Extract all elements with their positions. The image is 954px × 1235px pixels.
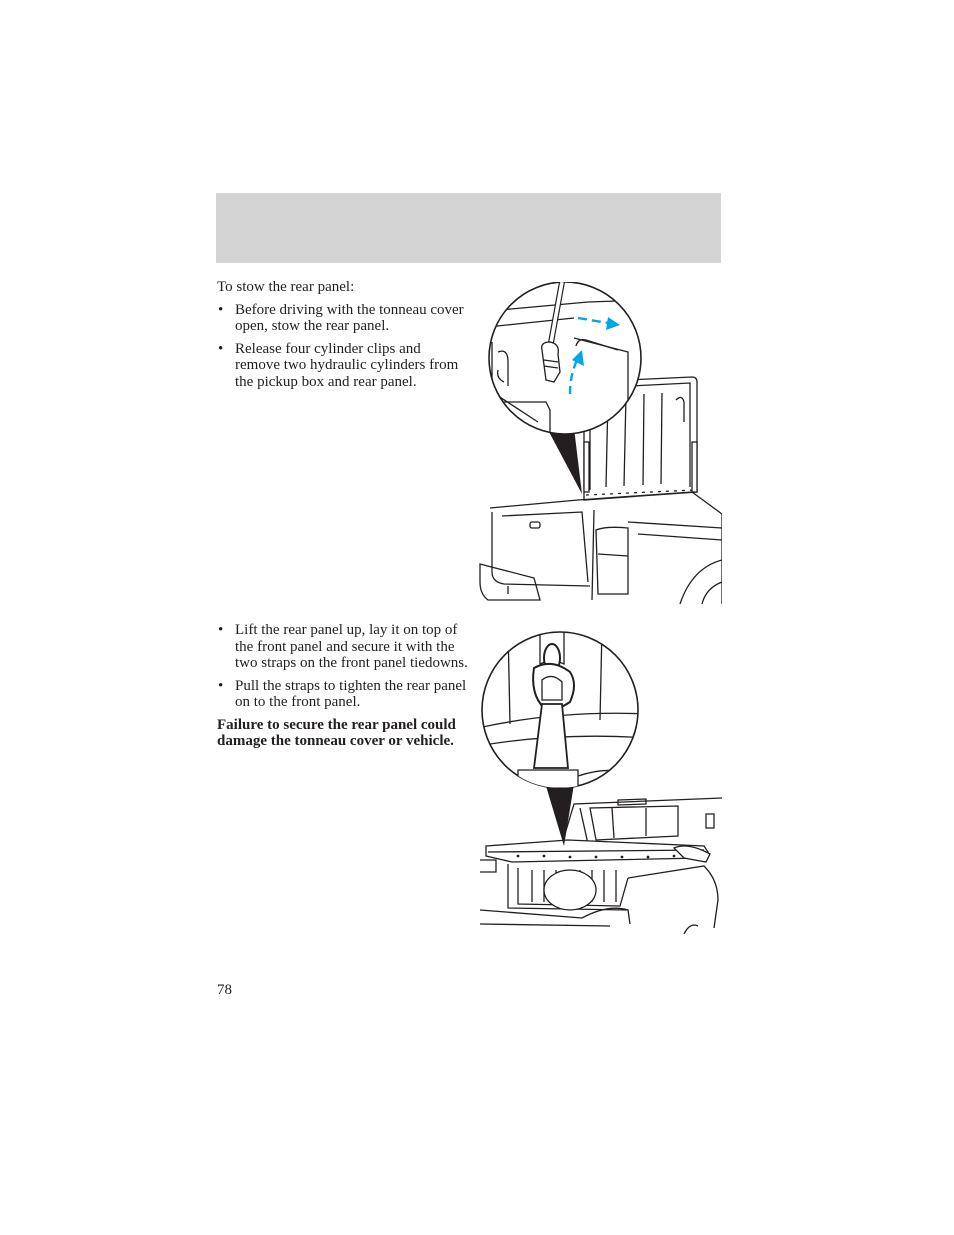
list-item: • Pull the straps to tighten the rear panel on to the front panel. bbox=[218, 677, 467, 710]
warning-text: Failure to secure the rear panel could damage the tonneau cover or vehicle. bbox=[217, 716, 456, 749]
section-header-band bbox=[216, 193, 721, 263]
list-item: • Before driving with the tonneau cover open, stow the rear panel. bbox=[218, 301, 464, 334]
cylinder-removal-illustration bbox=[478, 282, 722, 604]
intro-text: To stow the rear panel: bbox=[217, 279, 355, 295]
bullet-list-bottom bbox=[217, 622, 469, 711]
bullet-icon: • bbox=[218, 301, 224, 318]
bullet-icon: • bbox=[218, 622, 224, 638]
bullet-icon: • bbox=[218, 340, 224, 357]
strap-tiedown-illustration bbox=[478, 628, 722, 934]
bullet-list-top bbox=[217, 302, 469, 391]
list-item: • Release four cylinder clips and remove two hydraulic cylinders from the pickup box and rear panel. bbox=[218, 340, 459, 390]
stow-instructions bbox=[217, 279, 469, 396]
page-number: 78 bbox=[217, 982, 232, 998]
secure-instructions bbox=[217, 622, 469, 756]
list-item: • Lift the rear panel up, lay it on top of the front panel and secure it with the two straps on the front panel tiedowns. bbox=[218, 622, 468, 671]
bullet-icon: • bbox=[218, 677, 224, 694]
